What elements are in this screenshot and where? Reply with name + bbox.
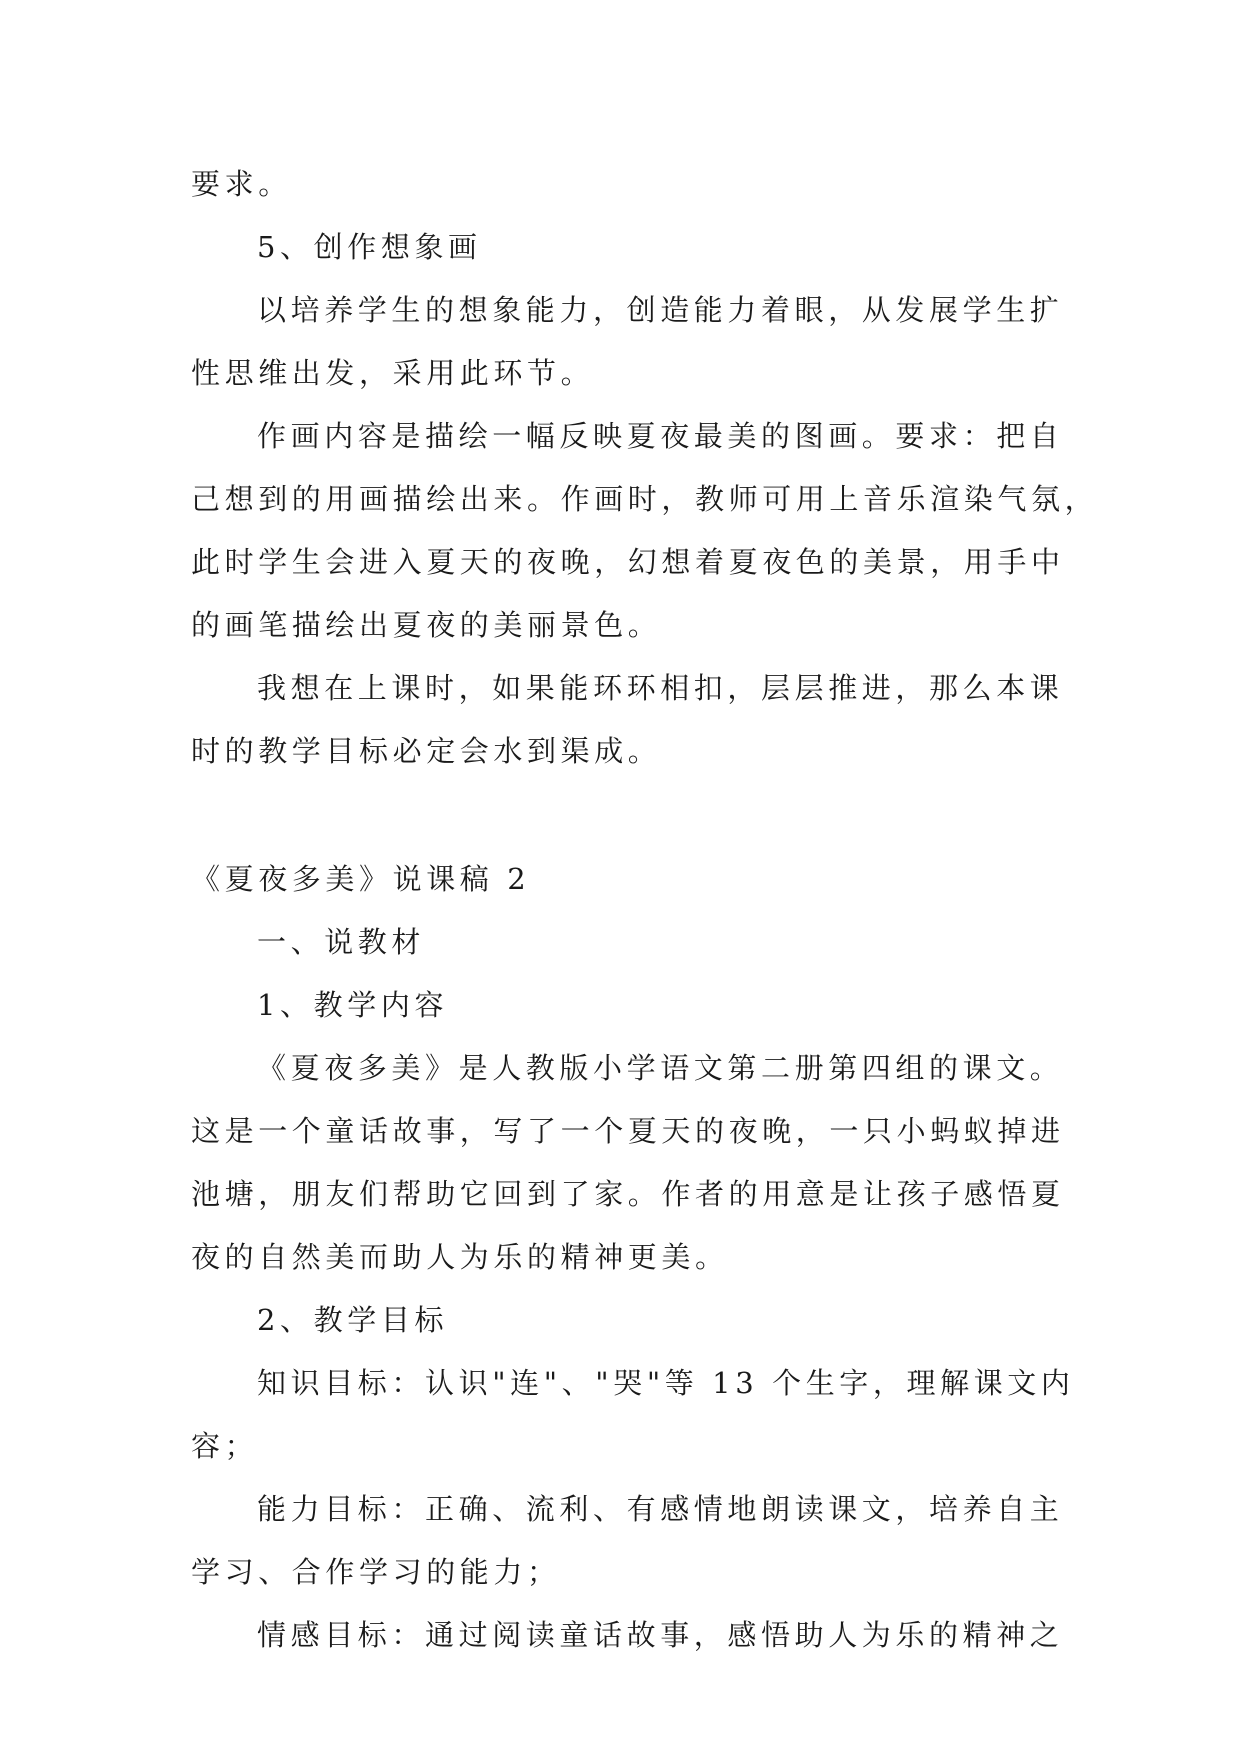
paragraph-line: 以培养学生的想象能力，创造能力着眼，从发展学生扩 [257,293,1064,327]
paragraph-line: 的画笔描绘出夏夜的美丽景色。 [191,608,662,642]
paragraph-line: 情感目标：通过阅读童话故事，感悟助人为乐的精神之 [257,1618,1064,1652]
section-heading: 1、教学内容 [257,988,449,1022]
paragraph-line: 能力目标：正确、流利、有感情地朗读课文，培养自主 [257,1492,1064,1526]
paragraph-line: 要求。 [191,167,292,201]
document-title: 《夏夜多美》说课稿 2 [191,862,531,896]
paragraph-line: 此时学生会进入夏天的夜晚，幻想着夏夜色的美景，用手中 [191,545,1065,579]
section-heading: 一、说教材 [257,925,426,959]
section-heading: 5、创作想象画 [257,230,482,264]
section-heading: 2、教学目标 [257,1303,449,1337]
paragraph-line: 容； [191,1429,259,1463]
paragraph-line: 《夏夜多美》是人教版小学语文第二册第四组的课文。 [257,1051,1064,1085]
paragraph-line: 池塘，朋友们帮助它回到了家。作者的用意是让孩子感悟夏 [191,1177,1065,1211]
paragraph-line: 夜的自然美而助人为乐的精神更美。 [191,1240,729,1274]
paragraph-line: 我想在上课时，如果能环环相扣，层层推进，那么本课 [257,671,1064,705]
paragraph-line: 时的教学目标必定会水到渠成。 [191,734,662,768]
paragraph-line: 作画内容是描绘一幅反映夏夜最美的图画。要求：把自 [257,419,1064,453]
paragraph-line: 这是一个童话故事，写了一个夏天的夜晚，一只小蚂蚁掉进 [191,1114,1065,1148]
paragraph-line: 性思维出发，采用此环节。 [191,356,595,390]
paragraph-line: 知识目标：认识"连"、"哭"等 13 个生字，理解课文内 [257,1366,1075,1400]
paragraph-line: 学习、合作学习的能力； [191,1555,561,1589]
paragraph-line: 己想到的用画描绘出来。作画时，教师可用上音乐渲染气氛， [191,482,1099,516]
